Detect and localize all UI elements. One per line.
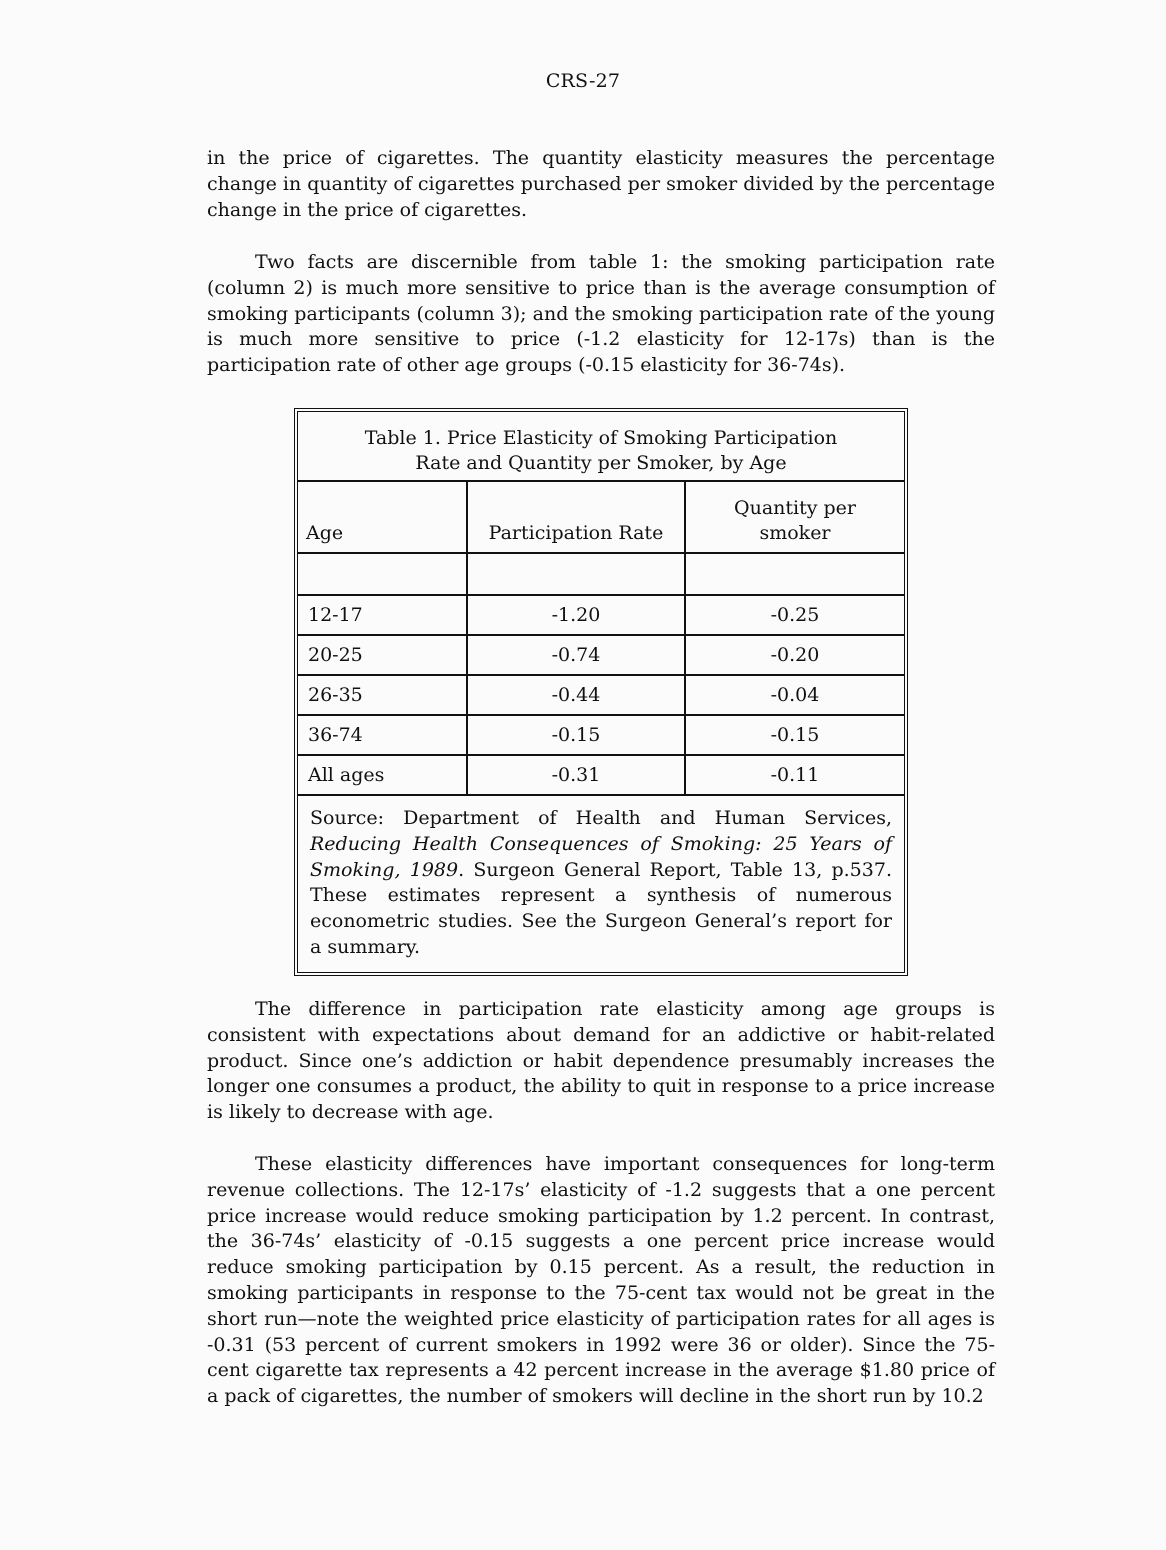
- table-caption: [298, 412, 904, 481]
- table-source-note: [298, 795, 904, 965]
- cell-age: 36-74: [298, 715, 467, 755]
- table-row: [298, 595, 904, 635]
- column-header-quantity: [685, 481, 904, 553]
- column-header-quantity-line2: smoker: [759, 522, 831, 544]
- source-prefix: Source: Department of Health and Human Services,: [310, 807, 892, 829]
- elasticity-table-frame: [294, 408, 908, 976]
- table-row: [298, 755, 904, 795]
- source-suffix: . Surgeon General Report, Table 13, p.537. These estimates represent a synthesis of numerous econometric studies. See the Surgeon General’s report for a summary.: [310, 858, 892, 958]
- blank-cell: [298, 553, 467, 595]
- cell-quantity: -0.20: [685, 635, 904, 675]
- cell-participation: -0.44: [467, 675, 685, 715]
- blank-cell: [467, 553, 685, 595]
- cell-participation: -1.20: [467, 595, 685, 635]
- paragraph-quantity-elasticity: in the price of cigarettes. The quantity elasticity measures the percentage change in quantity of cigarettes purchased per smoker divided by the percentage change in the price of cigarettes.: [207, 147, 995, 221]
- table-caption-line2: Rate and Quantity per Smoker, by Age: [415, 452, 787, 474]
- column-header-age: Age: [298, 481, 467, 553]
- column-header-quantity-line1: Quantity per: [734, 497, 856, 519]
- table-row: [298, 675, 904, 715]
- cell-quantity: -0.15: [685, 715, 904, 755]
- table-row: [298, 635, 904, 675]
- column-header-participation: Participation Rate: [467, 481, 685, 553]
- cell-age: 26-35: [298, 675, 467, 715]
- cell-participation: -0.31: [467, 755, 685, 795]
- table-blank-row: [298, 553, 904, 595]
- table-row: [298, 715, 904, 755]
- cell-quantity: -0.25: [685, 595, 904, 635]
- cell-age: 12-17: [298, 595, 467, 635]
- cell-participation: -0.74: [467, 635, 685, 675]
- table-caption-line1: Table 1. Price Elasticity of Smoking Participation: [364, 427, 838, 449]
- elasticity-table: [298, 412, 904, 965]
- paragraph-two-facts: Two facts are discernible from table 1: the smoking participation rate (column 2) is much more sensitive to price than is the average consumption of smoking participants (column 3); and the smoking participation rate of the young is much more sensitive to price (-1.2 elasticity for 12-17s) than is the participation rate of other age groups (-0.15 elasticity for 36-74s).: [207, 251, 995, 377]
- source-title: Reducing Health Consequences of Smoking: 25 Years of Smoking, 1989: [310, 832, 892, 881]
- cell-participation: -0.15: [467, 715, 685, 755]
- blank-cell: [685, 553, 904, 595]
- table-header-row: [298, 481, 904, 553]
- page-header: CRS-27: [545, 70, 621, 92]
- cell-age: All ages: [298, 755, 467, 795]
- paragraph-revenue-consequences: These elasticity differences have important consequences for long-term revenue collections. The 12-17s’ elasticity of -1.2 suggests that a one percent price increase would reduce smoking participation by 1.2 percent. In contrast, the 36-74s’ elasticity of -0.15 suggests a one percent price increase would reduce smoking participation by 0.15 percent. As a result, the reduction in smoking participants in response to the 75-cent tax would not be great in the short run—note the weighted price elasticity of participation rates for all ages is -0.31 (53 percent of current smokers in 1992 were 36 or older). Since the 75-cent cigarette tax represents a 42 percent increase in the average $1.80 price of a pack of cigarettes, the number of smokers will decline in the short run by 10.2: [207, 1153, 995, 1408]
- paragraph-age-differences: The difference in participation rate elasticity among age groups is consistent with expectations about demand for an addictive or habit-related product. Since one’s addiction or habit dependence presumably increases the longer one consumes a product, the ability to quit in response to a price increase is likely to decrease with age.: [207, 998, 995, 1124]
- cell-quantity: -0.04: [685, 675, 904, 715]
- cell-quantity: -0.11: [685, 755, 904, 795]
- cell-age: 20-25: [298, 635, 467, 675]
